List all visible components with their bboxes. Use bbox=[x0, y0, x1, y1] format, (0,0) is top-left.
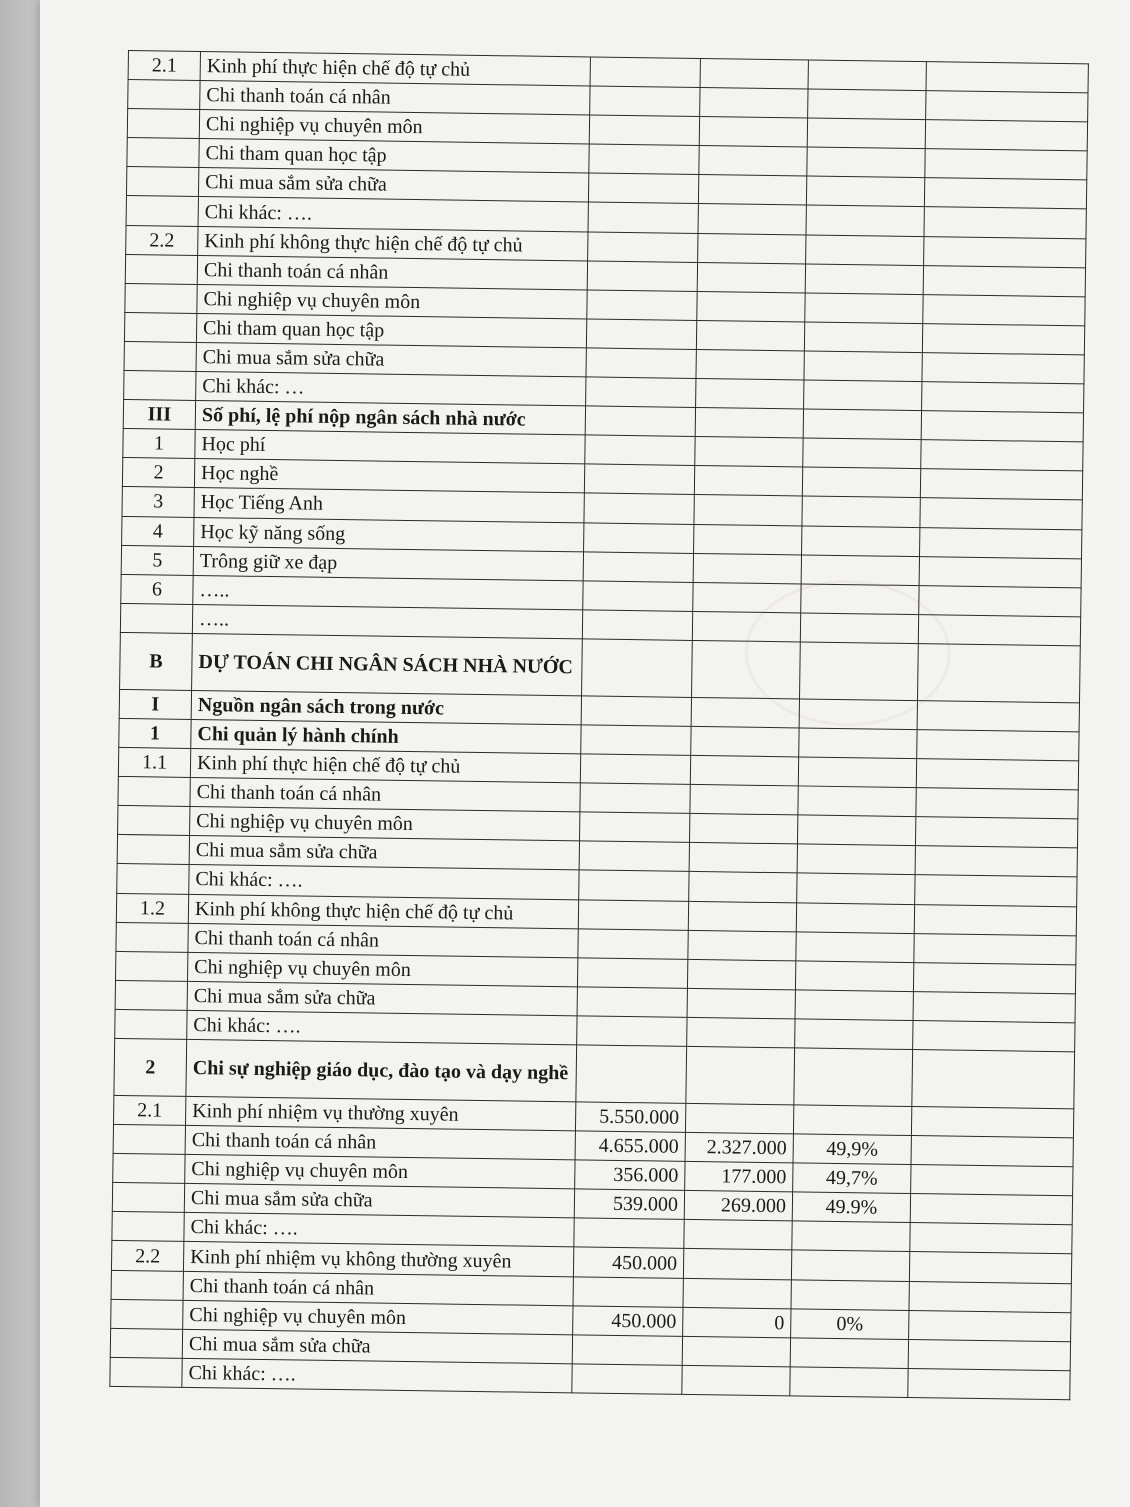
empty-cell bbox=[911, 1165, 1073, 1196]
row-number bbox=[111, 1299, 183, 1329]
estimate-value bbox=[588, 173, 698, 204]
row-item-name: Chi nghiệp vụ chuyên môn bbox=[185, 1155, 575, 1190]
empty-cell bbox=[909, 1310, 1071, 1341]
estimate-value bbox=[577, 987, 687, 1018]
empty-cell bbox=[925, 149, 1087, 180]
row-item-name: Chi thanh toán cá nhân bbox=[190, 778, 580, 813]
estimate-value bbox=[580, 754, 690, 785]
row-number: 1 bbox=[119, 718, 191, 748]
percent-value bbox=[797, 815, 915, 846]
percent-value bbox=[806, 235, 924, 266]
estimate-value bbox=[583, 581, 693, 612]
empty-cell bbox=[910, 1223, 1072, 1254]
empty-cell bbox=[916, 759, 1078, 790]
percent-value: 49,7% bbox=[793, 1163, 911, 1194]
row-number bbox=[120, 603, 192, 633]
empty-cell bbox=[922, 353, 1084, 384]
row-item-name: Chi quản lý hành chính bbox=[191, 719, 581, 754]
empty-cell bbox=[916, 788, 1078, 819]
row-item-name: ….. bbox=[192, 604, 582, 639]
row-item-name: Học Tiếng Anh bbox=[194, 488, 584, 523]
percent-value bbox=[808, 60, 926, 91]
row-item-name: Chi khác: …. bbox=[184, 1213, 574, 1248]
row-item-name: Học phí bbox=[195, 430, 585, 465]
percent-value bbox=[802, 525, 920, 556]
empty-cell bbox=[914, 904, 1076, 935]
percent-value: 49,9% bbox=[793, 1134, 911, 1165]
row-item-name: Chi mua sắm sửa chữa bbox=[189, 836, 579, 871]
estimate-value bbox=[584, 493, 694, 524]
actual-value bbox=[695, 437, 803, 468]
row-number bbox=[113, 1154, 185, 1184]
empty-cell bbox=[923, 294, 1085, 325]
actual-value bbox=[696, 349, 804, 380]
row-number bbox=[112, 1212, 184, 1242]
actual-value bbox=[692, 611, 800, 642]
percent-value bbox=[796, 932, 914, 963]
row-number bbox=[116, 922, 188, 952]
percent-value bbox=[795, 990, 913, 1021]
actual-value bbox=[688, 930, 796, 961]
empty-cell bbox=[926, 62, 1088, 93]
row-item-name: Chi nghiệp vụ chuyên môn bbox=[190, 807, 580, 842]
percent-value bbox=[805, 264, 923, 295]
row-number: 5 bbox=[121, 545, 193, 575]
percent-value bbox=[793, 1105, 911, 1136]
actual-value bbox=[691, 726, 799, 757]
percent-value bbox=[807, 147, 925, 178]
percent-value bbox=[802, 496, 920, 527]
empty-cell bbox=[909, 1281, 1071, 1312]
row-number bbox=[127, 109, 199, 139]
row-item-name: Chi nghiệp vụ chuyên môn bbox=[197, 284, 587, 319]
actual-value bbox=[687, 959, 795, 990]
empty-cell bbox=[915, 817, 1077, 848]
actual-value bbox=[693, 553, 801, 584]
row-number: 2.1 bbox=[113, 1095, 185, 1125]
row-item-name: Chi thanh toán cá nhân bbox=[200, 81, 590, 116]
estimate-value: 450.000 bbox=[573, 1247, 683, 1278]
row-item-name: Chi nghiệp vụ chuyên môn bbox=[199, 110, 589, 145]
percent-value bbox=[790, 1367, 908, 1398]
percent-value bbox=[791, 1250, 909, 1281]
estimate-value bbox=[588, 202, 698, 233]
estimate-value bbox=[590, 57, 700, 88]
budget-table-body bbox=[110, 51, 1089, 1400]
estimate-value bbox=[585, 435, 695, 466]
percent-value bbox=[808, 89, 926, 120]
row-item-name: Chi sự nghiệp giáo dục, đào tạo và dạy nghề bbox=[186, 1039, 577, 1101]
estimate-value bbox=[581, 696, 691, 727]
percent-value bbox=[803, 438, 921, 469]
empty-cell bbox=[913, 991, 1075, 1022]
empty-cell bbox=[925, 120, 1087, 151]
actual-value bbox=[700, 88, 808, 119]
row-number bbox=[117, 835, 189, 865]
estimate-value bbox=[581, 725, 691, 756]
percent-value bbox=[796, 902, 914, 933]
row-number: 6 bbox=[121, 574, 193, 604]
row-item-name: Trông giữ xe đạp bbox=[193, 546, 583, 581]
row-number bbox=[125, 254, 197, 284]
estimate-value bbox=[587, 261, 697, 292]
percent-value bbox=[803, 409, 921, 440]
empty-cell bbox=[920, 498, 1082, 529]
row-number: 2.2 bbox=[126, 225, 198, 255]
estimate-value bbox=[588, 232, 698, 263]
row-item-name: Số phí, lệ phí nộp ngân sách nhà nước bbox=[195, 401, 585, 436]
percent-value bbox=[797, 844, 915, 875]
row-number: 2.1 bbox=[128, 51, 200, 81]
estimate-value bbox=[585, 406, 695, 437]
percent-value bbox=[805, 293, 923, 324]
percent-value: 49.9% bbox=[792, 1192, 910, 1223]
percent-value bbox=[807, 118, 925, 149]
estimate-value bbox=[579, 812, 689, 843]
estimate-value bbox=[582, 639, 693, 698]
empty-cell bbox=[919, 585, 1081, 616]
row-item-name: Chi mua sắm sửa chữa bbox=[184, 1184, 574, 1219]
row-number: B bbox=[120, 632, 193, 690]
empty-cell bbox=[926, 91, 1088, 122]
estimate-value bbox=[576, 1045, 687, 1104]
row-number bbox=[126, 167, 198, 197]
estimate-value bbox=[586, 348, 696, 379]
empty-cell bbox=[917, 730, 1079, 761]
empty-cell bbox=[924, 178, 1086, 209]
percent-value bbox=[799, 728, 917, 759]
estimate-value: 5.550.000 bbox=[575, 1102, 685, 1133]
row-item-name: DỰ TOÁN CHI NGÂN SÁCH NHÀ NƯỚC bbox=[192, 633, 583, 695]
row-number bbox=[115, 980, 187, 1010]
actual-value bbox=[689, 843, 797, 874]
actual-value bbox=[693, 582, 801, 613]
row-number bbox=[116, 951, 188, 981]
row-item-name: Kinh phí thực hiện chế độ tự chủ bbox=[200, 52, 590, 87]
row-number: 2 bbox=[122, 458, 194, 488]
empty-cell bbox=[913, 962, 1075, 993]
percent-value bbox=[804, 351, 922, 382]
budget-table bbox=[109, 50, 1089, 1400]
estimate-value bbox=[586, 319, 696, 350]
percent-value bbox=[801, 555, 919, 586]
row-item-name: Kinh phí nhiệm vụ thường xuyên bbox=[185, 1096, 575, 1131]
percent-value bbox=[806, 176, 924, 207]
actual-value bbox=[682, 1365, 790, 1396]
percent-value bbox=[791, 1279, 909, 1310]
empty-cell bbox=[915, 875, 1077, 906]
row-item-name: Nguồn ngân sách trong nước bbox=[191, 690, 581, 725]
empty-cell bbox=[908, 1339, 1070, 1370]
actual-value bbox=[690, 785, 798, 816]
row-item-name: Chi khác: … bbox=[196, 372, 586, 407]
row-number: 4 bbox=[122, 516, 194, 546]
empty-cell bbox=[922, 382, 1084, 413]
row-item-name: Chi khác: …. bbox=[182, 1358, 572, 1393]
row-item-name: Chi thanh toán cá nhân bbox=[188, 923, 578, 958]
estimate-value bbox=[590, 86, 700, 117]
paper-page bbox=[40, 0, 1130, 1507]
row-item-name: Chi mua sắm sửa chữa bbox=[198, 168, 588, 203]
row-item-name: ….. bbox=[193, 575, 583, 610]
percent-value bbox=[800, 613, 918, 644]
row-item-name: Chi thanh toán cá nhân bbox=[197, 255, 587, 290]
row-item-name: Kinh phí không thực hiện chế độ tự chủ bbox=[198, 226, 588, 261]
row-item-name: Kinh phí nhiệm vụ không thường xuyên bbox=[183, 1242, 573, 1277]
actual-value bbox=[692, 640, 801, 699]
row-item-name: Kinh phí thực hiện chế độ tự chủ bbox=[190, 749, 580, 784]
actual-value bbox=[687, 1017, 795, 1048]
actual-value bbox=[683, 1249, 791, 1280]
actual-value bbox=[688, 901, 796, 932]
estimate-value bbox=[584, 522, 694, 553]
estimate-value: 539.000 bbox=[574, 1189, 684, 1220]
empty-cell bbox=[921, 411, 1083, 442]
actual-value bbox=[689, 872, 797, 903]
row-number: III bbox=[123, 400, 195, 430]
actual-value bbox=[696, 378, 804, 409]
empty-cell bbox=[923, 265, 1085, 296]
row-item-name: Chi tham quan học tập bbox=[199, 139, 589, 174]
estimate-value: 4.655.000 bbox=[575, 1131, 685, 1162]
empty-cell bbox=[914, 933, 1076, 964]
estimate-value bbox=[589, 115, 699, 146]
actual-value bbox=[694, 495, 802, 526]
percent-value: 0% bbox=[791, 1309, 909, 1340]
row-number bbox=[118, 806, 190, 836]
percent-value bbox=[802, 467, 920, 498]
actual-value bbox=[698, 175, 806, 206]
empty-cell bbox=[908, 1368, 1070, 1399]
actual-value bbox=[685, 1103, 793, 1134]
percent-value bbox=[806, 205, 924, 236]
actual-value bbox=[698, 233, 806, 264]
actual-value bbox=[689, 814, 797, 845]
empty-cell bbox=[917, 643, 1080, 702]
row-number bbox=[113, 1124, 185, 1154]
estimate-value bbox=[573, 1276, 683, 1307]
empty-cell bbox=[921, 440, 1083, 471]
estimate-value bbox=[577, 958, 687, 989]
estimate-value bbox=[577, 1016, 687, 1047]
percent-value bbox=[794, 1048, 913, 1107]
empty-cell bbox=[909, 1252, 1071, 1283]
percent-value bbox=[798, 786, 916, 817]
percent-value bbox=[795, 1019, 913, 1050]
row-number: 1.1 bbox=[118, 748, 190, 778]
estimate-value bbox=[586, 377, 696, 408]
row-number bbox=[111, 1270, 183, 1300]
row-item-name: Chi mua sắm sửa chữa bbox=[182, 1329, 572, 1364]
row-item-name: Học kỹ năng sống bbox=[194, 517, 584, 552]
estimate-value: 356.000 bbox=[575, 1160, 685, 1191]
row-item-name: Chi thanh toán cá nhân bbox=[185, 1126, 575, 1161]
empty-cell bbox=[915, 846, 1077, 877]
row-number: 2 bbox=[114, 1038, 187, 1096]
actual-value bbox=[694, 466, 802, 497]
actual-value bbox=[682, 1336, 790, 1367]
empty-cell bbox=[917, 700, 1079, 731]
estimate-value bbox=[579, 870, 689, 901]
row-number bbox=[117, 864, 189, 894]
empty-cell bbox=[913, 1020, 1075, 1051]
row-number bbox=[127, 138, 199, 168]
estimate-value bbox=[578, 899, 688, 930]
row-number: 3 bbox=[122, 487, 194, 517]
actual-value bbox=[699, 117, 807, 148]
row-item-name: Chi nghiệp vụ chuyên môn bbox=[188, 952, 578, 987]
percent-value bbox=[798, 757, 916, 788]
row-number bbox=[115, 1009, 187, 1039]
actual-value bbox=[686, 1046, 795, 1105]
row-item-name: Chi khác: …. bbox=[198, 197, 588, 232]
row-number bbox=[118, 777, 190, 807]
row-item-name: Kinh phí không thực hiện chế độ tự chủ bbox=[188, 894, 578, 929]
estimate-value bbox=[578, 928, 688, 959]
budget-table-container bbox=[109, 50, 1088, 1400]
row-item-name: Chi khác: …. bbox=[189, 865, 579, 900]
estimate-value bbox=[579, 841, 689, 872]
actual-value: 0 bbox=[683, 1307, 791, 1338]
row-number bbox=[128, 80, 200, 110]
empty-cell bbox=[920, 469, 1082, 500]
row-number bbox=[110, 1357, 182, 1387]
empty-cell bbox=[920, 527, 1082, 558]
empty-cell bbox=[922, 323, 1084, 354]
actual-value bbox=[687, 988, 795, 1019]
percent-value bbox=[800, 642, 919, 701]
empty-cell bbox=[919, 556, 1081, 587]
empty-cell bbox=[912, 1050, 1075, 1109]
estimate-value bbox=[572, 1364, 682, 1395]
percent-value bbox=[804, 322, 922, 353]
row-number: 1 bbox=[123, 429, 195, 459]
actual-value: 177.000 bbox=[685, 1162, 793, 1193]
row-number: 1.2 bbox=[116, 893, 188, 923]
row-number bbox=[110, 1328, 182, 1358]
row-item-name: Chi mua sắm sửa chữa bbox=[187, 981, 577, 1016]
actual-value bbox=[694, 524, 802, 555]
actual-value bbox=[697, 262, 805, 293]
percent-value bbox=[804, 380, 922, 411]
estimate-value bbox=[587, 290, 697, 321]
row-number bbox=[125, 283, 197, 313]
actual-value bbox=[696, 320, 804, 351]
percent-value bbox=[795, 961, 913, 992]
actual-value bbox=[683, 1278, 791, 1309]
actual-value bbox=[695, 408, 803, 439]
row-number: I bbox=[119, 689, 191, 719]
empty-cell bbox=[924, 207, 1086, 238]
row-number bbox=[124, 341, 196, 371]
estimate-value bbox=[589, 144, 699, 175]
estimate-value bbox=[584, 464, 694, 495]
actual-value bbox=[698, 204, 806, 235]
estimate-value bbox=[572, 1335, 682, 1366]
estimate-value bbox=[583, 552, 693, 583]
actual-value bbox=[697, 291, 805, 322]
row-item-name: Học nghề bbox=[194, 459, 584, 494]
percent-value bbox=[799, 699, 917, 730]
empty-cell bbox=[910, 1194, 1072, 1225]
row-item-name: Chi mua sắm sửa chữa bbox=[196, 342, 586, 377]
actual-value bbox=[700, 58, 808, 89]
row-item-name: Chi nghiệp vụ chuyên môn bbox=[183, 1300, 573, 1335]
actual-value bbox=[691, 697, 799, 728]
actual-value: 2.327.000 bbox=[685, 1132, 793, 1163]
row-number bbox=[124, 312, 196, 342]
actual-value: 269.000 bbox=[684, 1191, 792, 1222]
percent-value bbox=[801, 584, 919, 615]
empty-cell bbox=[911, 1136, 1073, 1167]
actual-value bbox=[699, 146, 807, 177]
estimate-value: 450.000 bbox=[573, 1305, 683, 1336]
row-number bbox=[112, 1183, 184, 1213]
row-number bbox=[126, 196, 198, 226]
percent-value bbox=[792, 1221, 910, 1252]
actual-value bbox=[690, 755, 798, 786]
actual-value bbox=[684, 1220, 792, 1251]
row-number bbox=[124, 371, 196, 401]
row-item-name: Chi tham quan học tập bbox=[196, 313, 586, 348]
row-item-name: Chi thanh toán cá nhân bbox=[183, 1271, 573, 1306]
estimate-value bbox=[580, 783, 690, 814]
empty-cell bbox=[911, 1107, 1073, 1138]
percent-value bbox=[790, 1338, 908, 1369]
estimate-value bbox=[574, 1218, 684, 1249]
row-number: 2.2 bbox=[111, 1241, 183, 1271]
empty-cell bbox=[924, 236, 1086, 267]
percent-value bbox=[797, 873, 915, 904]
empty-cell bbox=[918, 614, 1080, 645]
row-item-name: Chi khác: …. bbox=[187, 1010, 577, 1045]
estimate-value bbox=[582, 610, 692, 641]
